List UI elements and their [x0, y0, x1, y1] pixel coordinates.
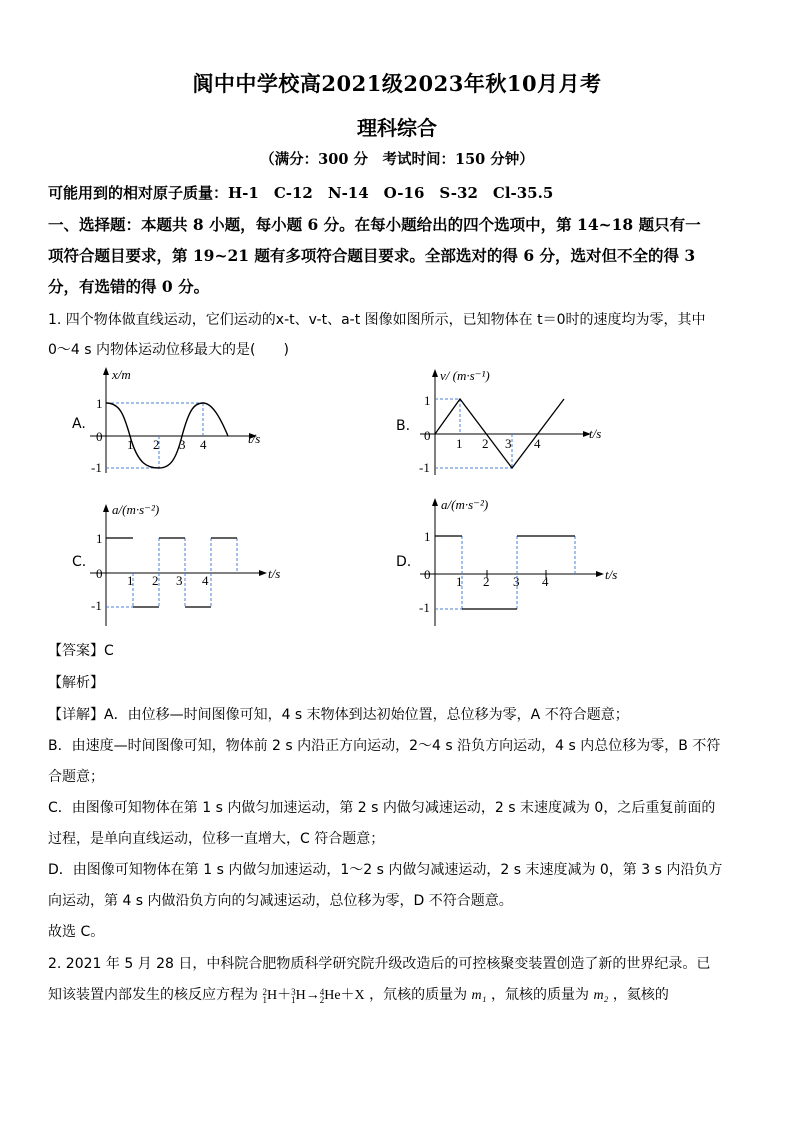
graph-d-option: D. [396, 554, 412, 570]
graph-d-ylabel: a/(m·s⁻²) [441, 497, 489, 512]
graph-a-xtick-3: 3 [179, 437, 186, 452]
graph-c-xtick-1: 1 [127, 573, 134, 588]
graph-a-ytick-neg1: -1 [91, 460, 102, 475]
nuclear-equation: 2 1H＋3 1H→4 2He＋X [262, 986, 365, 1005]
graph-a-option: A. [72, 416, 86, 432]
section1-line2: 项符合题目要求，第 19~21 题有多项符合题目要求。全部选对的得 6 分，选对但不全的得 3 [48, 246, 696, 265]
graph-c-y-arrow [103, 504, 109, 512]
graph-b-xtick-4: 4 [534, 436, 541, 451]
q1-line2: 0～4 s 内物体运动位移最大的是( ) [48, 342, 289, 358]
graph-b-option: B. [396, 418, 411, 434]
graph-b-xtick-3: 3 [505, 436, 512, 451]
q1-line1: 1. 四个物体做直线运动，它们运动的x-t、v-t、a-t 图像如图所示，已知物体在 t＝0时的速度均为零，其中 [48, 312, 706, 328]
graph-d-xtick-3: 3 [513, 574, 520, 589]
graph-b-ytick-neg1: -1 [419, 460, 430, 475]
conclusion: 故选 C。 [48, 924, 105, 940]
graph-d-xtick-4: 4 [542, 574, 549, 589]
mass-m1: m₁ [471, 988, 487, 1003]
graph-d-ytick-1: 1 [424, 529, 431, 544]
q2-line2-mid: ，氚核的质量为 [490, 987, 589, 1003]
graph-a-y-arrow [103, 367, 109, 375]
graph-c-x-arrow [259, 570, 267, 576]
graph-d-ytick-0: 0 [424, 567, 431, 582]
graph-b-xlabel: t/s [589, 426, 602, 441]
detail-d-2: 向运动，第 4 s 内做沿负方向的匀减速运动，总位移为零，D 不符合题意。 [48, 893, 513, 909]
detail-c-2: 过程，是单向直线运动，位移一直增大，C 符合题意； [48, 831, 385, 847]
detail-b-2: 合题意； [48, 769, 104, 785]
graph-a-xtick-2: 2 [153, 437, 160, 452]
graph-b-xtick-2: 2 [482, 436, 489, 451]
graph-c-option: C. [72, 554, 87, 570]
graph-b-ytick-1: 1 [424, 393, 431, 408]
graph-a-xtick-1: 1 [127, 437, 134, 452]
section1-line1: 一、选择题：本题共 8 小题，每小题 6 分。在每小题给出的四个选项中，第 14~18 题只有一 [48, 215, 701, 234]
graph-d [392, 494, 637, 629]
section1-line3: 分，有选错的得 0 分。 [48, 277, 210, 296]
graph-d-ytick-neg1: -1 [419, 600, 430, 615]
q2-line2 [48, 984, 669, 1004]
answer-line: 【答案】C [48, 643, 114, 659]
graph-c-xtick-4: 4 [202, 573, 209, 588]
detail-d-1: D．由图像可知物体在第 1 s 内做匀加速运动，1～2 s 内做匀减速运动，2 s 末速度减为 0，第 3 s 内沿负方 [48, 862, 723, 878]
detail-b-1: B．由速度—时间图像可知，物体前 2 s 内沿正方向运动，2～4 s 沿负方向运动，4 s 内总位移为零，B 不符 [48, 738, 721, 754]
graph-a-ylabel: x/m [112, 367, 131, 382]
detail-c-1: C．由图像可知物体在第 1 s 内做匀加速运动，第 2 s 内做匀减速运动，2 s 末速度减为 0，之后重复前面的 [48, 800, 716, 816]
graph-a-xlabel: t/s [248, 431, 261, 446]
graph-b-ytick-0: 0 [424, 428, 431, 443]
graph-b [392, 365, 612, 475]
graph-d-xlabel: t/s [605, 567, 618, 582]
q2-line2-end: ，氦核的 [612, 987, 669, 1003]
graph-c [68, 494, 293, 629]
detail-a: 【详解】A．由位移—时间图像可知，4 s 末物体到达初始位置，总位移为零，A 不符合题意； [48, 707, 629, 723]
graph-a-ytick-0: 0 [96, 429, 103, 444]
graph-c-xlabel: t/s [268, 566, 281, 581]
graph-a-ytick-1: 1 [96, 396, 103, 411]
q2-line2-prefix: 知该装置内部发生的核反应方程为 [48, 987, 258, 1003]
exam-subtitle: 理科综合 [357, 116, 437, 140]
graph-d-xtick-1: 1 [456, 574, 463, 589]
graph-c-ylabel: a/(m·s⁻²) [112, 502, 160, 517]
score-info: （满分：300 分 考试时间：150 分钟） [260, 151, 534, 168]
analysis-label: 【解析】 [48, 675, 104, 691]
graph-b-ylabel: v/ (m·s⁻¹) [440, 368, 490, 383]
graph-c-ytick-neg1: -1 [91, 598, 102, 613]
graph-c-xtick-2: 2 [152, 573, 159, 588]
q2-line1: 2. 2021 年 5 月 28 日，中科院合肥物质科学研究院升级改造后的可控核聚变装置创造了新的世界纪录。已 [48, 956, 711, 972]
graph-a [68, 365, 268, 475]
q2-line2-suffix: ，氘核的质量为 [369, 987, 468, 1003]
graph-d-y-arrow [432, 498, 438, 506]
graph-c-xtick-3: 3 [176, 573, 183, 588]
graph-b-y-arrow [432, 369, 438, 377]
mass-m2: m₂ [593, 988, 609, 1003]
graph-d-xtick-2: 2 [483, 574, 490, 589]
graph-a-xtick-4: 4 [200, 437, 207, 452]
atomic-masses: 可能用到的相对原子质量：H-1 C-12 N-14 O-16 S-32 Cl-35.5 [48, 184, 554, 202]
exam-title: 阆中中学校高2021级2023年秋10月月考 [192, 71, 602, 96]
graph-d-x-arrow [596, 571, 604, 577]
graph-b-xtick-1: 1 [456, 436, 463, 451]
graph-c-ytick-1: 1 [96, 531, 103, 546]
graph-c-ytick-0: 0 [96, 566, 103, 581]
